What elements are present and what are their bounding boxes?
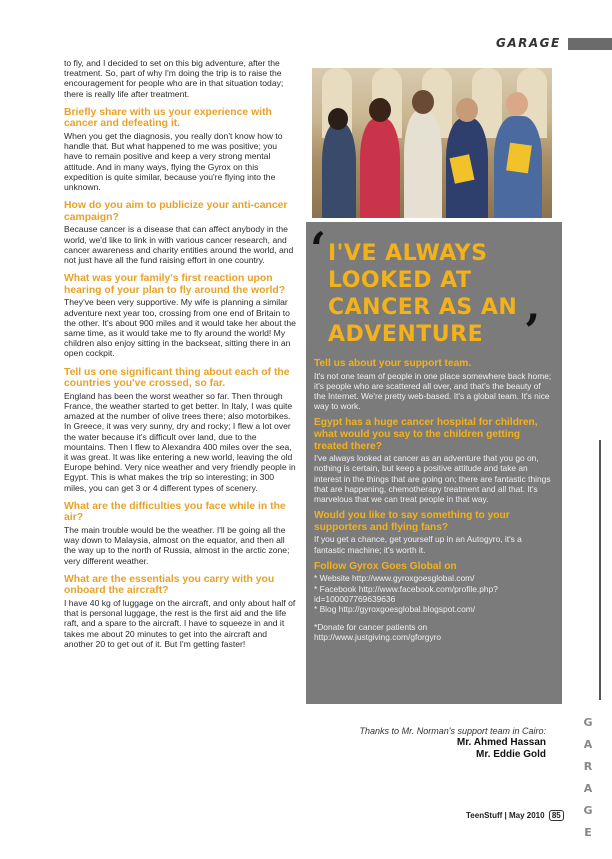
panel-content: [314, 352, 554, 643]
question-4: Tell us one significant thing about each of the countries you've crossed, so far.: [64, 366, 290, 390]
facebook-link[interactable]: * Facebook http://www.facebook.com/profile.php?id=100007769639636: [314, 583, 498, 604]
website-link[interactable]: * Website http://www.gyroxgoesglobal.com/: [314, 573, 475, 584]
side-letter: E: [584, 826, 592, 839]
close-quote-icon: ’: [524, 304, 541, 358]
panel-question-3: Would you like to say something to your supporters and flying fans?: [314, 510, 510, 533]
panel-question-1: Tell us about your support team.: [314, 358, 472, 369]
open-quote-icon: ‘: [310, 222, 327, 276]
pull-quote: I'VE ALWAYS LOOKED AT CANCER AS AN ADVENTURE: [328, 241, 518, 347]
answer-6: I have 40 kg of luggage on the aircraft, and only about half of that is personal luggage, the rest is the first aid and the life raft, and a spare to the aircraft. I have to squeeze in and it takes me about 20 minutes to get into the aircraft and another 20 to get out of it. But I'm getting faster!: [64, 598, 296, 649]
answer-1: When you get the diagnosis, you really don't know how to handle that. But what happened to me was positive; you have to remain positive and keep a very strong mental attitude. And in many ways, flying the Gyrox on this expedition is quite similar, because you're flying into the unknown.: [64, 131, 283, 193]
thanks-block: [318, 725, 546, 761]
panel-answer-1: It's not one team of people in one place somewhere back home; it's people who are scattered all over, and that's the beauty of the Internet. We're pretty web-based. It's a global team. It's nice way to work.: [314, 370, 552, 412]
section-tag-bar: [568, 38, 612, 50]
book-prop: [506, 143, 532, 174]
panel-question-2: Egypt has a huge cancer hospital for children, what would you say to the children getting treated there?: [314, 417, 538, 452]
left-column: [64, 58, 296, 655]
side-letter: G: [583, 716, 593, 729]
person-figure: [322, 123, 356, 218]
question-3: What was your family's first reaction upon hearing of your plan to fly around the world?: [64, 273, 286, 296]
side-letter: G: [583, 804, 593, 817]
side-letter: R: [583, 760, 593, 773]
issue-date: May 2010: [508, 811, 545, 820]
panel-answer-2: I've always looked at cancer as an adventure that you go on, nothing is certain, but keep a positive attitude and take an interest in the things that are going on; there are fantastic things that are happening, chemotherapy treatment and all that. It's marvelous that we can treat people in that way.: [314, 453, 551, 504]
thanks-name: Mr. Eddie Gold: [475, 749, 546, 760]
intro-paragraph: to fly, and I decided to set on this big adventure, after the treatment. So, part of why I'm doing the trip is to raise the encouragement for people who are in that situation today; there is really life after treatment.: [64, 58, 284, 99]
answer-2: Because cancer is a disease that can affect anybody in the world, we'd like to link in with various cancer research, and cancer awareness and charity entities around the world, and not just have all the fund raising effort in one country.: [64, 224, 294, 266]
blog-link[interactable]: * Blog http://gyroxgoesglobal.blogspot.com/: [314, 604, 476, 614]
magazine-name: TeenStuff: [466, 811, 503, 820]
page-footer: TeenStuff | May 2010 85: [466, 810, 564, 821]
team-photo: [312, 68, 552, 218]
donate-link[interactable]: *Donate for cancer patients on http://www.justgiving.com/gforgyro: [314, 622, 442, 643]
answer-5: The main trouble would be the weather. I'll be going all the way down to Malaysia, almost on the equator, and then all the way up to the north of Russia, almost in the arctic zone; very different weather.: [64, 525, 290, 566]
side-section-label: [580, 716, 596, 848]
answer-3: They've been very supportive. My wife is planning a similar adventure next year too, crossing from one end of Britain to the other. It's about 900 miles and it would take her about the same time, as it would take me to fly around the world! My children also enjoy sitting in the backseat, sitting there in an open cockpit.: [64, 297, 296, 359]
thanks-name: Mr. Ahmed Hassan: [456, 737, 546, 748]
section-tag: GARAGE: [496, 36, 561, 50]
question-1: Briefly share with us your experience with cancer and defeating it.: [64, 106, 272, 130]
question-5: What are the difficulties you face while in the air?: [64, 500, 286, 524]
person-figure: [360, 118, 400, 218]
side-letter: A: [583, 782, 593, 795]
question-6: What are the essentials you carry with you onboard the aircraft?: [64, 573, 275, 597]
follow-heading: Follow Gyrox Goes Global on: [314, 560, 457, 572]
page-number: 85: [549, 810, 564, 821]
question-2: How do you aim to publicize your anti-cancer campaign?: [64, 200, 288, 223]
panel-answer-3: If you get a chance, get yourself up in an Autogyro, it's a fantastic machine; it's worth it.: [314, 534, 522, 555]
person-figure: [404, 110, 442, 218]
side-letter: A: [583, 738, 593, 751]
thanks-line: Thanks to Mr. Norman's support team in Cairo:: [359, 726, 546, 736]
answer-4: England has been the worst weather so far. Then through France, the weather started to get better. In Italy, I was quite amazed at the number of olive trees there; also motorbikes. In Greece, it was very sunny, dry and rocky; I flew a lot over the water because it's difficult over land, due to the mountains. Then I flew to Alexandra 400 miles over the sea, it was great. It was like entering a new world, leaving the old Europe behind. Very nice weather and very friendly people in Egypt. This is what makes the trip so interesting; in 300 miles, you can get 3 or 4 different types of scenery.: [64, 390, 296, 493]
side-divider: [599, 440, 601, 700]
